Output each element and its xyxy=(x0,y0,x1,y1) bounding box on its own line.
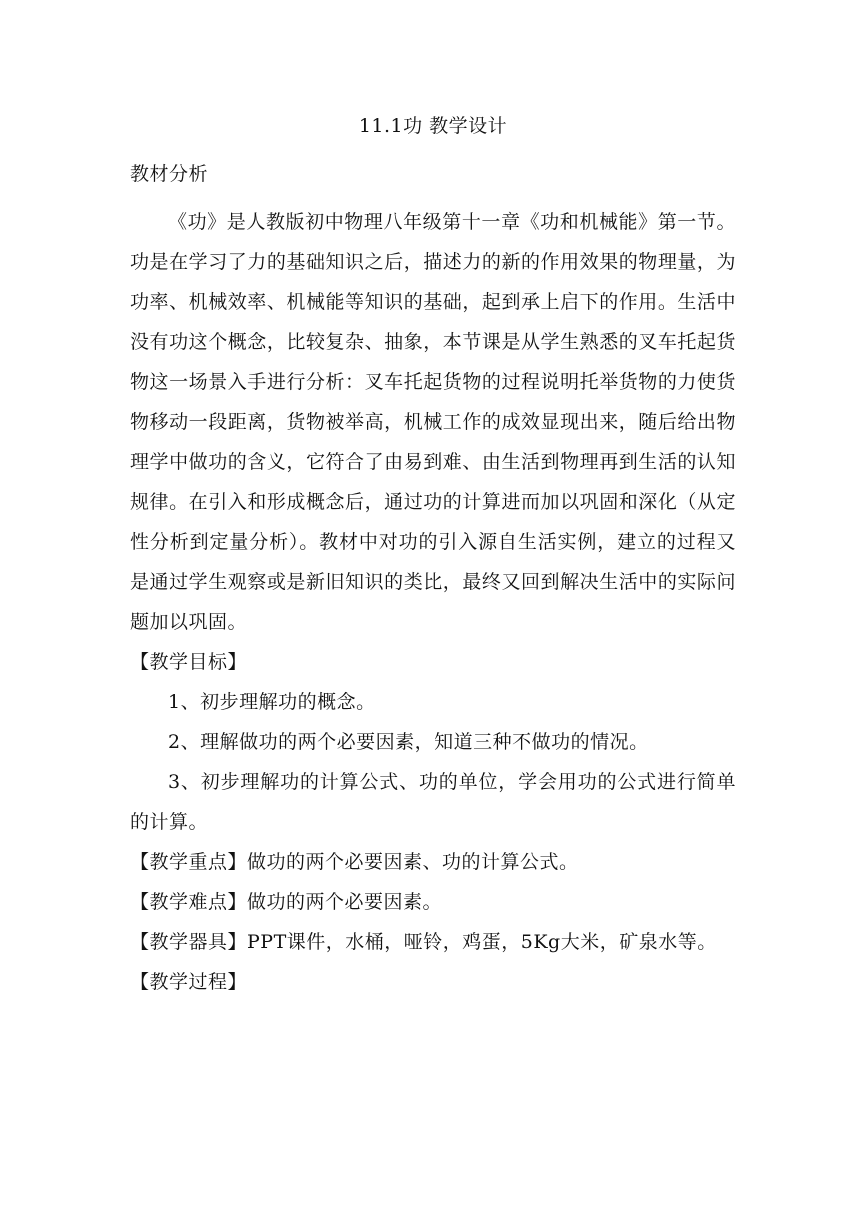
equipment-label: 【教学器具】 xyxy=(130,931,248,953)
difficulty-label: 【教学难点】 xyxy=(130,891,248,913)
objectives-heading: 【教学目标】 xyxy=(130,651,248,673)
document-title: 11.1功 教学设计 xyxy=(358,115,508,137)
objective-item-2: 2、理解做功的两个必要因素，知道三种不做功的情况。 xyxy=(168,731,649,753)
difficulty-line xyxy=(130,882,736,922)
difficulty-text: 做功的两个必要因素。 xyxy=(247,891,443,913)
document-content xyxy=(130,112,736,1002)
key-points-label: 【教学重点】 xyxy=(130,851,248,873)
textbook-analysis-paragraph: 《功》是人教版初中物理八年级第十一章《功和机械能》第一节。功是在学习了力的基础知识之后，描述力的新的作用效果的物理量，为功率、机械效率、机械能等知识的基础，起到承上启下的作用。生活中没有功这个概念，比较复杂、抽象，本节课是从学生熟悉的叉车托起货物这一场景入手进行分析：叉车托起货物的过程说明托举货物的力使货物移动一段距离，货物被举高，机械工作的成效显现出来，随后给出物理学中做功的含义，它符合了由易到难、由生活到物理再到生活的认知规律。在引入和形成概念后，通过功的计算进而加以巩固和深化（从定性分析到定量分析）。教材中对功的引入源自生活实例，建立的过程又是通过学生观察或是新旧知识的类比，最终又回到解决生活中的实际问题加以巩固。 xyxy=(130,211,736,633)
process-heading: 【教学过程】 xyxy=(130,971,248,993)
equipment-text: PPT课件，水桶，哑铃，鸡蛋，5Kg大米，矿泉水等。 xyxy=(247,931,717,953)
section-heading-textbook-analysis: 教材分析 xyxy=(130,163,209,185)
key-points-line xyxy=(130,842,736,882)
objective-item-1: 1、初步理解功的概念。 xyxy=(168,691,376,713)
objective-item-3: 3、初步理解功的计算公式、功的单位，学会用功的公式进行简单的计算。 xyxy=(130,771,736,833)
key-points-text: 做功的两个必要因素、功的计算公式。 xyxy=(247,851,579,873)
equipment-line xyxy=(130,922,736,962)
